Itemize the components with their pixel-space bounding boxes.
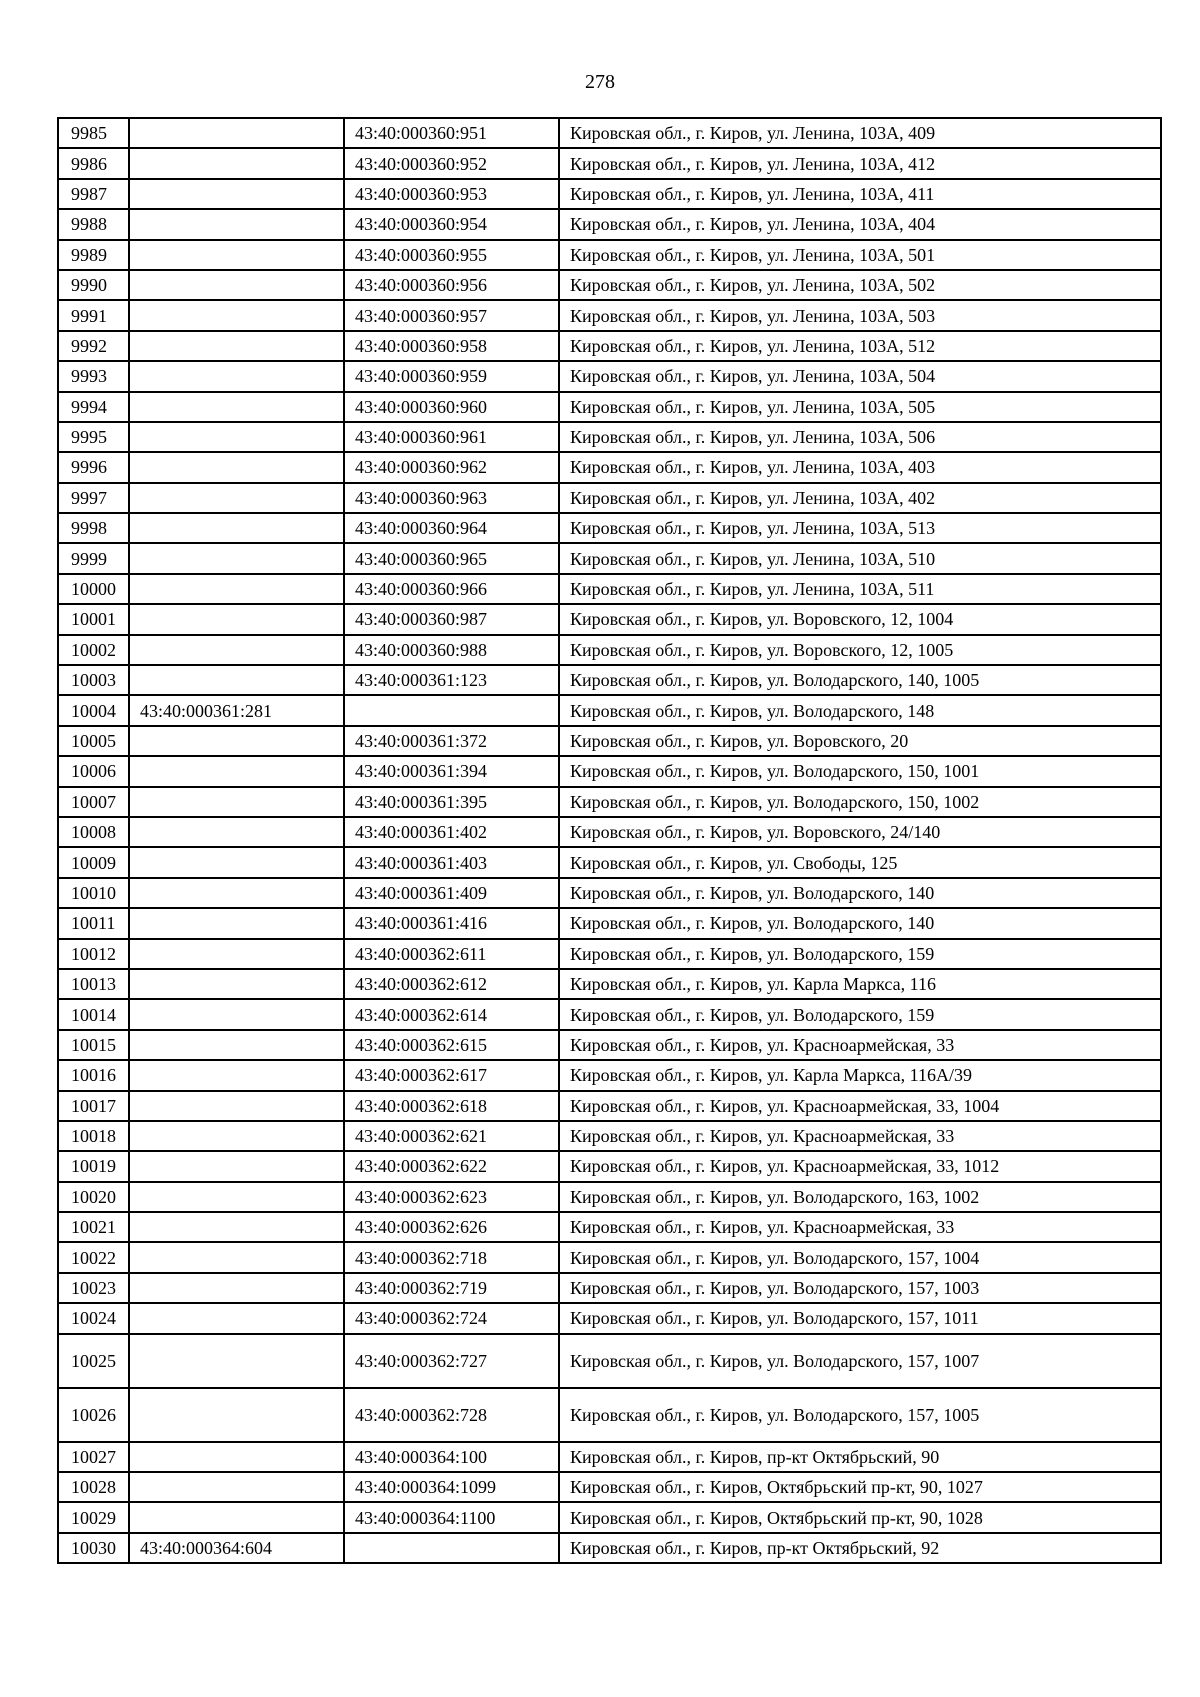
parcel-cadastral-number-cell [129, 1303, 344, 1333]
table-row [58, 483, 1161, 513]
object-cadastral-number-cell: 43:40:000362:618 [344, 1091, 559, 1121]
parcel-cadastral-number-cell [129, 118, 344, 148]
object-cadastral-number-cell: 43:40:000362:724 [344, 1303, 559, 1333]
table-row [58, 118, 1161, 148]
address-cell: Кировская обл., г. Киров, ул. Володарского, 157, 1007 [559, 1334, 1161, 1388]
row-number-cell: 10004 [58, 695, 129, 725]
table-row [58, 908, 1161, 938]
table-row [58, 543, 1161, 573]
row-number-cell: 9989 [58, 240, 129, 270]
object-cadastral-number-cell: 43:40:000362:622 [344, 1151, 559, 1181]
object-cadastral-number-cell: 43:40:000360:956 [344, 270, 559, 300]
address-cell: Кировская обл., г. Киров, пр-кт Октябрьский, 90 [559, 1442, 1161, 1472]
object-cadastral-number-cell: 43:40:000360:951 [344, 118, 559, 148]
object-cadastral-number-cell: 43:40:000361:403 [344, 847, 559, 877]
object-cadastral-number-cell: 43:40:000360:964 [344, 513, 559, 543]
address-cell: Кировская обл., г. Киров, ул. Ленина, 103А, 502 [559, 270, 1161, 300]
address-cell: Кировская обл., г. Киров, ул. Володарского, 148 [559, 695, 1161, 725]
address-cell: Кировская обл., г. Киров, ул. Володарского, 150, 1002 [559, 787, 1161, 817]
object-cadastral-number-cell: 43:40:000360:953 [344, 179, 559, 209]
row-number-cell: 10010 [58, 878, 129, 908]
address-cell: Кировская обл., г. Киров, ул. Воровского, 24/140 [559, 817, 1161, 847]
object-cadastral-number-cell: 43:40:000361:409 [344, 878, 559, 908]
address-cell: Кировская обл., г. Киров, ул. Володарского, 157, 1005 [559, 1388, 1161, 1442]
table-row [58, 331, 1161, 361]
address-cell: Кировская обл., г. Киров, ул. Красноармейская, 33, 1004 [559, 1091, 1161, 1121]
address-cell: Кировская обл., г. Киров, ул. Карла Маркса, 116А/39 [559, 1060, 1161, 1090]
row-number-cell: 10013 [58, 969, 129, 999]
table-row [58, 148, 1161, 178]
row-number-cell: 10016 [58, 1060, 129, 1090]
address-cell: Кировская обл., г. Киров, ул. Ленина, 103А, 412 [559, 148, 1161, 178]
parcel-cadastral-number-cell [129, 1121, 344, 1151]
parcel-cadastral-number-cell [129, 787, 344, 817]
object-cadastral-number-cell: 43:40:000360:966 [344, 574, 559, 604]
parcel-cadastral-number-cell [129, 999, 344, 1029]
object-cadastral-number-cell: 43:40:000360:958 [344, 331, 559, 361]
table-row [58, 1442, 1161, 1472]
table-row [58, 513, 1161, 543]
row-number-cell: 10008 [58, 817, 129, 847]
parcel-cadastral-number-cell [129, 1442, 344, 1472]
table-row [58, 1388, 1161, 1442]
row-number-cell: 9990 [58, 270, 129, 300]
row-number-cell: 10001 [58, 604, 129, 634]
table-row [58, 574, 1161, 604]
row-number-cell: 9995 [58, 422, 129, 452]
row-number-cell: 10026 [58, 1388, 129, 1442]
table-row [58, 665, 1161, 695]
address-cell: Кировская обл., г. Киров, ул. Ленина, 103А, 403 [559, 452, 1161, 482]
object-cadastral-number-cell: 43:40:000362:612 [344, 969, 559, 999]
table-row [58, 939, 1161, 969]
table-row [58, 452, 1161, 482]
object-cadastral-number-cell: 43:40:000362:626 [344, 1212, 559, 1242]
object-cadastral-number-cell: 43:40:000362:614 [344, 999, 559, 1029]
object-cadastral-number-cell: 43:40:000362:728 [344, 1388, 559, 1442]
address-cell: Кировская обл., г. Киров, ул. Свободы, 125 [559, 847, 1161, 877]
object-cadastral-number-cell: 43:40:000360:965 [344, 543, 559, 573]
address-cell: Кировская обл., г. Киров, ул. Володарского, 159 [559, 999, 1161, 1029]
object-cadastral-number-cell: 43:40:000361:394 [344, 756, 559, 786]
object-cadastral-number-cell: 43:40:000362:621 [344, 1121, 559, 1151]
object-cadastral-number-cell: 43:40:000360:955 [344, 240, 559, 270]
object-cadastral-number-cell: 43:40:000361:123 [344, 665, 559, 695]
address-cell: Кировская обл., г. Киров, ул. Красноармейская, 33 [559, 1212, 1161, 1242]
row-number-cell: 9996 [58, 452, 129, 482]
address-cell: Кировская обл., г. Киров, ул. Ленина, 103А, 409 [559, 118, 1161, 148]
table-row [58, 878, 1161, 908]
row-number-cell: 10006 [58, 756, 129, 786]
object-cadastral-number-cell: 43:40:000360:963 [344, 483, 559, 513]
table-row [58, 817, 1161, 847]
address-cell: Кировская обл., г. Киров, ул. Ленина, 103А, 501 [559, 240, 1161, 270]
row-number-cell: 9993 [58, 361, 129, 391]
parcel-cadastral-number-cell [129, 1334, 344, 1388]
object-cadastral-number-cell: 43:40:000362:719 [344, 1273, 559, 1303]
row-number-cell: 10021 [58, 1212, 129, 1242]
parcel-cadastral-number-cell [129, 817, 344, 847]
address-cell: Кировская обл., г. Киров, ул. Ленина, 103А, 510 [559, 543, 1161, 573]
registry-table [57, 117, 1162, 1564]
object-cadastral-number-cell: 43:40:000360:962 [344, 452, 559, 482]
object-cadastral-number-cell: 43:40:000360:961 [344, 422, 559, 452]
table-row [58, 422, 1161, 452]
table-row [58, 635, 1161, 665]
parcel-cadastral-number-cell [129, 878, 344, 908]
object-cadastral-number-cell: 43:40:000362:727 [344, 1334, 559, 1388]
table-row [58, 726, 1161, 756]
row-number-cell: 10029 [58, 1502, 129, 1532]
address-cell: Кировская обл., г. Киров, пр-кт Октябрьский, 92 [559, 1533, 1161, 1563]
address-cell: Кировская обл., г. Киров, ул. Ленина, 103А, 404 [559, 209, 1161, 239]
table-row [58, 1502, 1161, 1532]
table-row [58, 240, 1161, 270]
object-cadastral-number-cell: 43:40:000360:959 [344, 361, 559, 391]
address-cell: Кировская обл., г. Киров, ул. Володарского, 157, 1011 [559, 1303, 1161, 1333]
address-cell: Кировская обл., г. Киров, ул. Воровского, 12, 1004 [559, 604, 1161, 634]
address-cell: Кировская обл., г. Киров, ул. Ленина, 103А, 513 [559, 513, 1161, 543]
parcel-cadastral-number-cell [129, 1472, 344, 1502]
object-cadastral-number-cell: 43:40:000360:987 [344, 604, 559, 634]
row-number-cell: 10030 [58, 1533, 129, 1563]
parcel-cadastral-number-cell [129, 300, 344, 330]
address-cell: Кировская обл., г. Киров, Октябрьский пр-кт, 90, 1028 [559, 1502, 1161, 1532]
parcel-cadastral-number-cell [129, 756, 344, 786]
row-number-cell: 10014 [58, 999, 129, 1029]
address-cell: Кировская обл., г. Киров, ул. Ленина, 103А, 511 [559, 574, 1161, 604]
table-row [58, 1060, 1161, 1090]
row-number-cell: 10012 [58, 939, 129, 969]
parcel-cadastral-number-cell: 43:40:000364:604 [129, 1533, 344, 1563]
parcel-cadastral-number-cell [129, 1273, 344, 1303]
parcel-cadastral-number-cell [129, 483, 344, 513]
row-number-cell: 9987 [58, 179, 129, 209]
parcel-cadastral-number-cell [129, 1182, 344, 1212]
row-number-cell: 10027 [58, 1442, 129, 1472]
parcel-cadastral-number-cell [129, 1091, 344, 1121]
row-number-cell: 10020 [58, 1182, 129, 1212]
parcel-cadastral-number-cell [129, 1151, 344, 1181]
address-cell: Кировская обл., г. Киров, ул. Володарского, 150, 1001 [559, 756, 1161, 786]
parcel-cadastral-number-cell [129, 847, 344, 877]
table-row [58, 300, 1161, 330]
address-cell: Кировская обл., г. Киров, ул. Володарского, 140 [559, 908, 1161, 938]
row-number-cell: 10011 [58, 908, 129, 938]
row-number-cell: 9988 [58, 209, 129, 239]
row-number-cell: 9994 [58, 392, 129, 422]
row-number-cell: 10024 [58, 1303, 129, 1333]
address-cell: Кировская обл., г. Киров, ул. Ленина, 103А, 411 [559, 179, 1161, 209]
table-row [58, 756, 1161, 786]
table-row [58, 1303, 1161, 1333]
table-row [58, 1273, 1161, 1303]
page-number: 278 [585, 71, 615, 93]
object-cadastral-number-cell: 43:40:000360:952 [344, 148, 559, 178]
row-number-cell: 9985 [58, 118, 129, 148]
address-cell: Кировская обл., г. Киров, ул. Ленина, 103А, 504 [559, 361, 1161, 391]
table-row [58, 1533, 1161, 1563]
row-number-cell: 9999 [58, 543, 129, 573]
parcel-cadastral-number-cell [129, 452, 344, 482]
parcel-cadastral-number-cell [129, 1242, 344, 1272]
row-number-cell: 9992 [58, 331, 129, 361]
table-row [58, 787, 1161, 817]
table-row [58, 1151, 1161, 1181]
address-cell: Кировская обл., г. Киров, ул. Ленина, 103А, 503 [559, 300, 1161, 330]
table-row [58, 1242, 1161, 1272]
table-row [58, 1030, 1161, 1060]
object-cadastral-number-cell: 43:40:000361:416 [344, 908, 559, 938]
address-cell: Кировская обл., г. Киров, ул. Воровского, 20 [559, 726, 1161, 756]
table-row [58, 361, 1161, 391]
object-cadastral-number-cell: 43:40:000362:611 [344, 939, 559, 969]
object-cadastral-number-cell: 43:40:000360:957 [344, 300, 559, 330]
parcel-cadastral-number-cell [129, 1212, 344, 1242]
parcel-cadastral-number-cell [129, 1030, 344, 1060]
parcel-cadastral-number-cell [129, 574, 344, 604]
row-number-cell: 10025 [58, 1334, 129, 1388]
table-row [58, 1091, 1161, 1121]
row-number-cell: 9998 [58, 513, 129, 543]
object-cadastral-number-cell: 43:40:000360:960 [344, 392, 559, 422]
table-row [58, 270, 1161, 300]
row-number-cell: 10017 [58, 1091, 129, 1121]
parcel-cadastral-number-cell [129, 969, 344, 999]
address-cell: Кировская обл., г. Киров, ул. Володарского, 140, 1005 [559, 665, 1161, 695]
address-cell: Кировская обл., г. Киров, Октябрьский пр-кт, 90, 1027 [559, 1472, 1161, 1502]
row-number-cell: 10005 [58, 726, 129, 756]
table-row [58, 209, 1161, 239]
row-number-cell: 10015 [58, 1030, 129, 1060]
row-number-cell: 10022 [58, 1242, 129, 1272]
parcel-cadastral-number-cell [129, 361, 344, 391]
table-row [58, 999, 1161, 1029]
parcel-cadastral-number-cell [129, 543, 344, 573]
parcel-cadastral-number-cell [129, 179, 344, 209]
table-row [58, 1182, 1161, 1212]
object-cadastral-number-cell: 43:40:000364:1100 [344, 1502, 559, 1532]
address-cell: Кировская обл., г. Киров, ул. Воровского, 12, 1005 [559, 635, 1161, 665]
registry-table-body [58, 118, 1161, 1563]
address-cell: Кировская обл., г. Киров, ул. Володарского, 163, 1002 [559, 1182, 1161, 1212]
row-number-cell: 10000 [58, 574, 129, 604]
object-cadastral-number-cell: 43:40:000362:615 [344, 1030, 559, 1060]
table-row [58, 1472, 1161, 1502]
parcel-cadastral-number-cell [129, 270, 344, 300]
object-cadastral-number-cell: 43:40:000361:372 [344, 726, 559, 756]
table-row [58, 969, 1161, 999]
row-number-cell: 9991 [58, 300, 129, 330]
object-cadastral-number-cell: 43:40:000360:954 [344, 209, 559, 239]
parcel-cadastral-number-cell [129, 148, 344, 178]
parcel-cadastral-number-cell [129, 331, 344, 361]
row-number-cell: 9997 [58, 483, 129, 513]
address-cell: Кировская обл., г. Киров, ул. Красноармейская, 33 [559, 1121, 1161, 1151]
parcel-cadastral-number-cell [129, 513, 344, 543]
row-number-cell: 10028 [58, 1472, 129, 1502]
table-row [58, 1121, 1161, 1151]
table-row [58, 604, 1161, 634]
parcel-cadastral-number-cell [129, 1388, 344, 1442]
parcel-cadastral-number-cell [129, 908, 344, 938]
parcel-cadastral-number-cell [129, 665, 344, 695]
object-cadastral-number-cell: 43:40:000364:1099 [344, 1472, 559, 1502]
row-number-cell: 10007 [58, 787, 129, 817]
table-row [58, 695, 1161, 725]
table-row [58, 847, 1161, 877]
parcel-cadastral-number-cell [129, 604, 344, 634]
object-cadastral-number-cell [344, 695, 559, 725]
address-cell: Кировская обл., г. Киров, ул. Володарского, 140 [559, 878, 1161, 908]
address-cell: Кировская обл., г. Киров, ул. Красноармейская, 33 [559, 1030, 1161, 1060]
table-row [58, 179, 1161, 209]
address-cell: Кировская обл., г. Киров, ул. Ленина, 103А, 402 [559, 483, 1161, 513]
row-number-cell: 10018 [58, 1121, 129, 1151]
parcel-cadastral-number-cell [129, 240, 344, 270]
row-number-cell: 9986 [58, 148, 129, 178]
row-number-cell: 10002 [58, 635, 129, 665]
address-cell: Кировская обл., г. Киров, ул. Володарского, 157, 1004 [559, 1242, 1161, 1272]
parcel-cadastral-number-cell [129, 1502, 344, 1532]
parcel-cadastral-number-cell [129, 392, 344, 422]
parcel-cadastral-number-cell [129, 422, 344, 452]
object-cadastral-number-cell: 43:40:000360:988 [344, 635, 559, 665]
address-cell: Кировская обл., г. Киров, ул. Карла Маркса, 116 [559, 969, 1161, 999]
address-cell: Кировская обл., г. Киров, ул. Володарского, 157, 1003 [559, 1273, 1161, 1303]
row-number-cell: 10023 [58, 1273, 129, 1303]
object-cadastral-number-cell: 43:40:000362:617 [344, 1060, 559, 1090]
row-number-cell: 10019 [58, 1151, 129, 1181]
parcel-cadastral-number-cell [129, 1060, 344, 1090]
parcel-cadastral-number-cell: 43:40:000361:281 [129, 695, 344, 725]
object-cadastral-number-cell: 43:40:000364:100 [344, 1442, 559, 1472]
address-cell: Кировская обл., г. Киров, ул. Красноармейская, 33, 1012 [559, 1151, 1161, 1181]
address-cell: Кировская обл., г. Киров, ул. Ленина, 103А, 506 [559, 422, 1161, 452]
address-cell: Кировская обл., г. Киров, ул. Ленина, 103А, 512 [559, 331, 1161, 361]
address-cell: Кировская обл., г. Киров, ул. Ленина, 103А, 505 [559, 392, 1161, 422]
object-cadastral-number-cell: 43:40:000361:395 [344, 787, 559, 817]
parcel-cadastral-number-cell [129, 726, 344, 756]
row-number-cell: 10003 [58, 665, 129, 695]
table-row [58, 1334, 1161, 1388]
object-cadastral-number-cell [344, 1533, 559, 1563]
object-cadastral-number-cell: 43:40:000361:402 [344, 817, 559, 847]
parcel-cadastral-number-cell [129, 635, 344, 665]
row-number-cell: 10009 [58, 847, 129, 877]
parcel-cadastral-number-cell [129, 209, 344, 239]
table-row [58, 392, 1161, 422]
object-cadastral-number-cell: 43:40:000362:718 [344, 1242, 559, 1272]
object-cadastral-number-cell: 43:40:000362:623 [344, 1182, 559, 1212]
table-row [58, 1212, 1161, 1242]
address-cell: Кировская обл., г. Киров, ул. Володарского, 159 [559, 939, 1161, 969]
parcel-cadastral-number-cell [129, 939, 344, 969]
